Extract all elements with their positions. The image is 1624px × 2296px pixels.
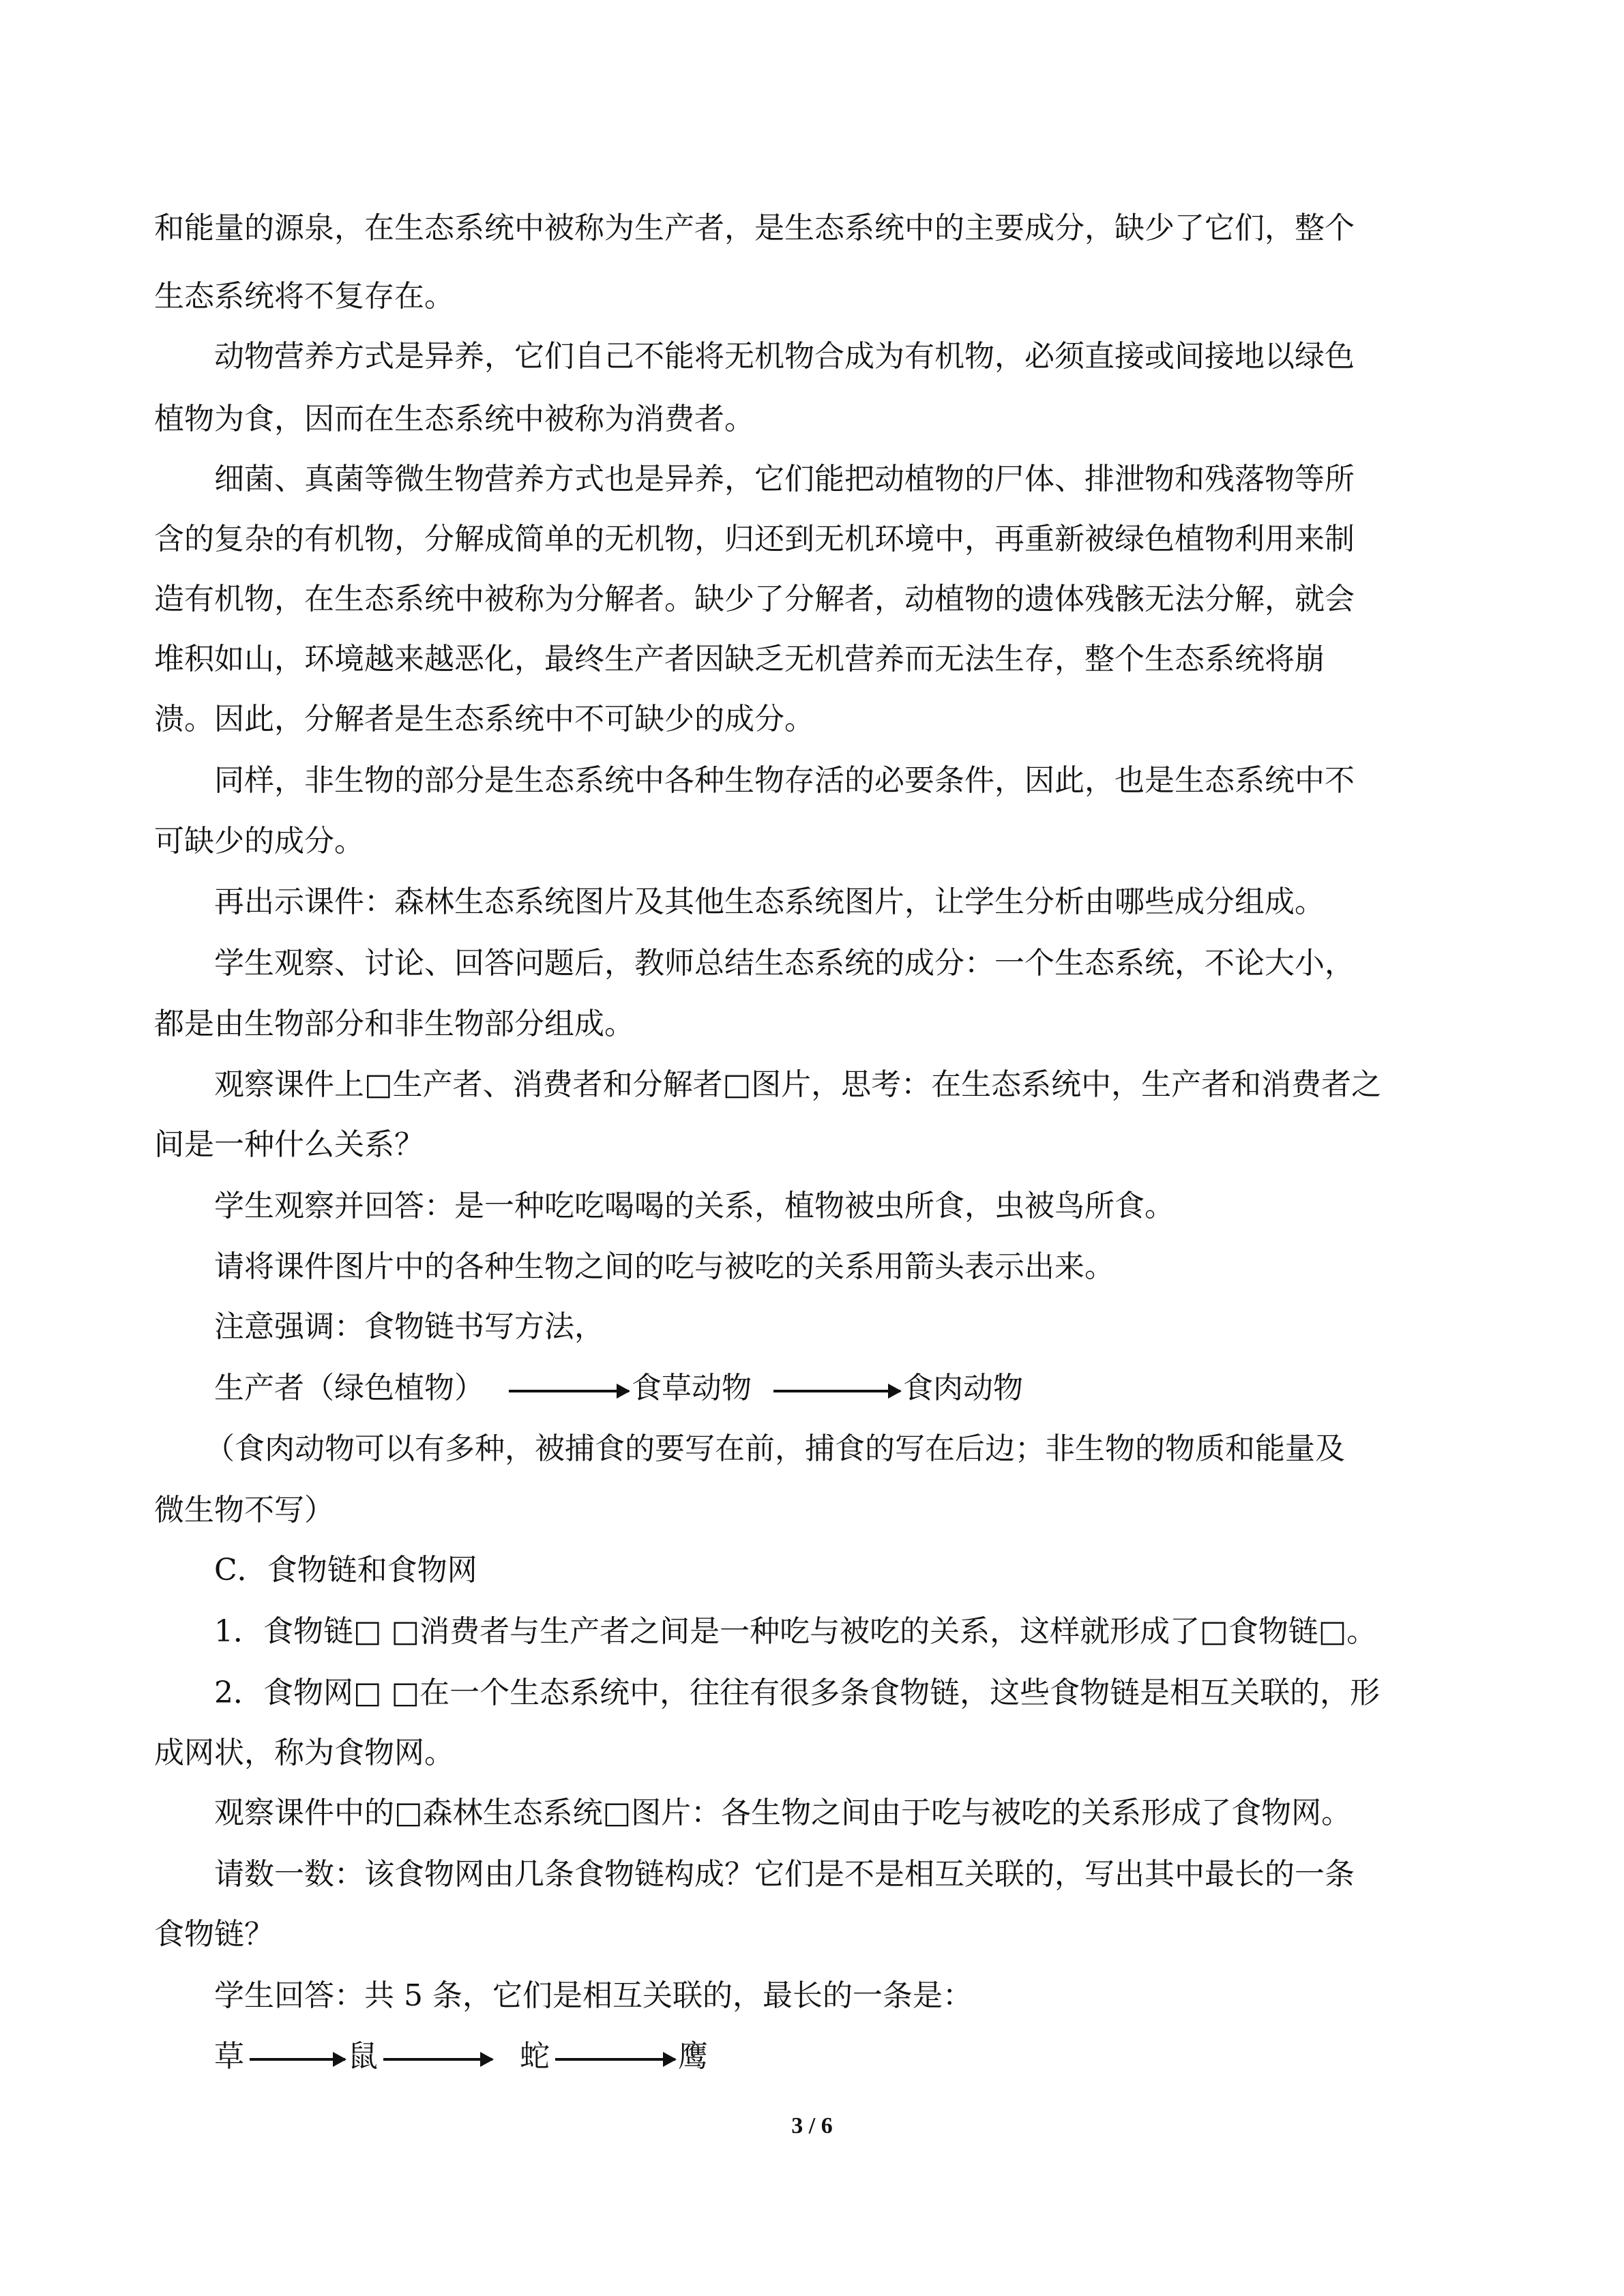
paragraph-line: 动物营养方式是异养，它们自己不能将无机物合成为有机物，必须直接或间接地以绿色 — [214, 339, 1355, 374]
paragraph-line: 食物链？ — [154, 1917, 274, 1952]
paragraph-line: 成网状，称为食物网。 — [154, 1735, 454, 1770]
paragraph-line: 可缺少的成分。 — [154, 824, 364, 859]
paragraph-line: 间是一种什么关系？ — [154, 1127, 424, 1162]
arrow-icon — [773, 1390, 900, 1392]
arrow-icon — [383, 2058, 492, 2061]
paragraph-line: 注意强调：食物链书写方法， — [214, 1309, 604, 1344]
arrow-icon — [250, 2058, 345, 2061]
paragraph-line: 植物为食，因而在生态系统中被称为消费者。 — [154, 402, 754, 436]
paragraph-line: 观察课件中的□森林生态系统□图片：各生物之间由于吃与被吃的关系形成了食物网。 — [214, 1795, 1352, 1830]
paragraph-line: 请将课件图片中的各种生物之间的吃与被吃的关系用箭头表示出来。 — [214, 1249, 1114, 1284]
section-heading: C．食物链和食物网 — [214, 1553, 477, 1587]
paragraph-line: 2．食物网□ □在一个生态系统中，往往有很多条食物链，这些食物链是相互关联的，形 — [214, 1675, 1381, 1710]
paragraph-line: （食肉动物可以有多种，被捕食的要写在前，捕食的写在后边；非生物的物质和能量及 — [205, 1431, 1345, 1466]
chain-carnivore: 食肉动物 — [903, 1371, 1023, 1405]
paragraph-line: 和能量的源泉，在生态系统中被称为生产者，是生态系统中的主要成分，缺少了它们，整个 — [154, 211, 1355, 245]
paragraph-line: 都是由生物部分和非生物部分组成。 — [154, 1007, 634, 1041]
chain-grass: 草 — [214, 2039, 244, 2074]
paragraph-line: 观察课件上□生产者、消费者和分解者□图片，思考：在生态系统中，生产者和消费者之 — [214, 1067, 1382, 1102]
chain-mouse: 鼠 — [348, 2039, 378, 2074]
page-number: 3 / 6 — [791, 2113, 833, 2138]
chain-snake: 蛇 — [520, 2039, 550, 2074]
paragraph-line: 同样，非生物的部分是生态系统中各种生物存活的必要条件，因此，也是生态系统中不 — [214, 763, 1355, 798]
paragraph-line: 微生物不写） — [154, 1493, 334, 1527]
paragraph-line: 学生观察、讨论、回答问题后，教师总结生态系统的成分：一个生态系统，不论大小， — [214, 946, 1355, 981]
paragraph-line: 溃。因此，分解者是生态系统中不可缺少的成分。 — [154, 702, 814, 736]
paragraph-line: 细菌、真菌等微生物营养方式也是异养，它们能把动植物的尸体、排泄物和残落物等所 — [214, 462, 1355, 496]
arrow-icon — [509, 1390, 629, 1392]
paragraph-line: 再出示课件：森林生态系统图片及其他生态系统图片，让学生分析由哪些成分组成。 — [214, 884, 1325, 919]
paragraph-line: 含的复杂的有机物，分解成简单的无机物，归还到无机环境中，再重新被绿色植物利用来制 — [154, 522, 1355, 556]
chain-producer: 生产者（绿色植物） — [214, 1371, 484, 1405]
arrow-icon — [555, 2058, 675, 2061]
paragraph-line: 造有机物，在生态系统中被称为分解者。缺少了分解者，动植物的遗体残骸无法分解，就会 — [154, 582, 1355, 616]
paragraph-line: 1．食物链□ □消费者与生产者之间是一种吃与被吃的关系，这样就形成了□食物链□。 — [214, 1614, 1377, 1649]
paragraph-line: 学生观察并回答：是一种吃吃喝喝的关系，植物被虫所食，虫被鸟所食。 — [214, 1189, 1175, 1223]
chain-herbivore: 食草动物 — [632, 1371, 752, 1405]
paragraph-line: 请数一数：该食物网由几条食物链构成？它们是不是相互关联的，写出其中最长的一条 — [214, 1857, 1355, 1892]
chain-eagle: 鹰 — [678, 2039, 708, 2074]
paragraph-line: 生态系统将不复存在。 — [154, 279, 454, 314]
paragraph-line: 堆积如山，环境越来越恶化，最终生产者因缺乏无机营养而无法生存，整个生态系统将崩 — [154, 642, 1325, 676]
paragraph-line: 学生回答：共 5 条，它们是相互关联的，最长的一条是： — [214, 1978, 973, 2013]
